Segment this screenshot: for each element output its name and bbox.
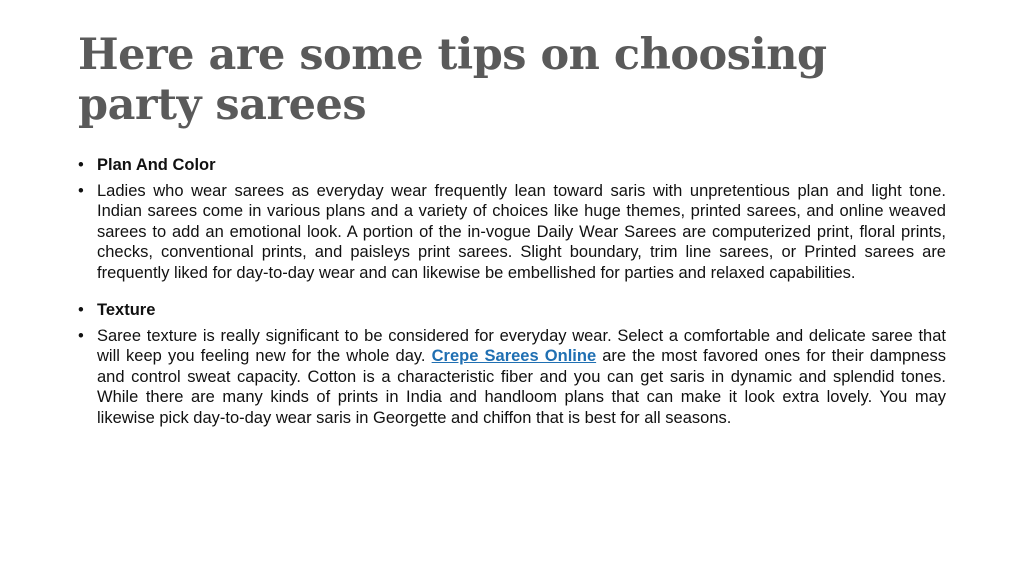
section-heading: Plan And Color [97, 156, 216, 174]
section-body: Ladies who wear sarees as everyday wear frequently lean toward saris with unpretentious plan and light tone. Indian sarees come in various plans and a variety of choices like huge themes, printed sarees, and online weaved sarees to add an emotional look. A portion of the in-vogue Daily Wear Sarees are computerized print, floral prints, checks, conventional prints, and paisleys print sarees. Slight boundary, trim line sarees, or Printed sarees are frequently liked for day-to-day wear and can likewise be embellished for parties and relaxed capabilities. [97, 181, 946, 282]
list-item-body-texture [78, 326, 946, 429]
bullet-glyph: • [78, 181, 84, 200]
bullet-glyph: • [78, 301, 84, 319]
list-item-body-plan-and-color [78, 181, 946, 284]
bullet-glyph: • [78, 326, 84, 345]
section-heading: Texture [97, 301, 156, 319]
page-title: Here are some tips on choosing party sarees [78, 30, 827, 130]
section-body [97, 327, 946, 427]
body-text-before-link: Saree texture is really significant to be considered for everyday wear. Select a comfortable and delicate saree that will keep you feeling new for the whole day. [97, 326, 946, 365]
body-text-after-link: are the most favored ones for their dampness and control sweat capacity. Cotton is a characteristic fiber and you can get saris in dynamic and splendid tones. While there are many kinds of prints in India and handloom plans that can make it look extra lovely. You may likewise pick day-to-day wear saris in Georgette and chiffon that is best for all seasons. [97, 347, 946, 427]
list-item-heading-texture [78, 300, 946, 321]
list-item-heading-plan-and-color [78, 155, 946, 176]
bullet-list [78, 155, 946, 428]
bullet-glyph: • [78, 156, 84, 174]
crepe-sarees-online-link[interactable]: Crepe Sarees Online [431, 347, 597, 365]
